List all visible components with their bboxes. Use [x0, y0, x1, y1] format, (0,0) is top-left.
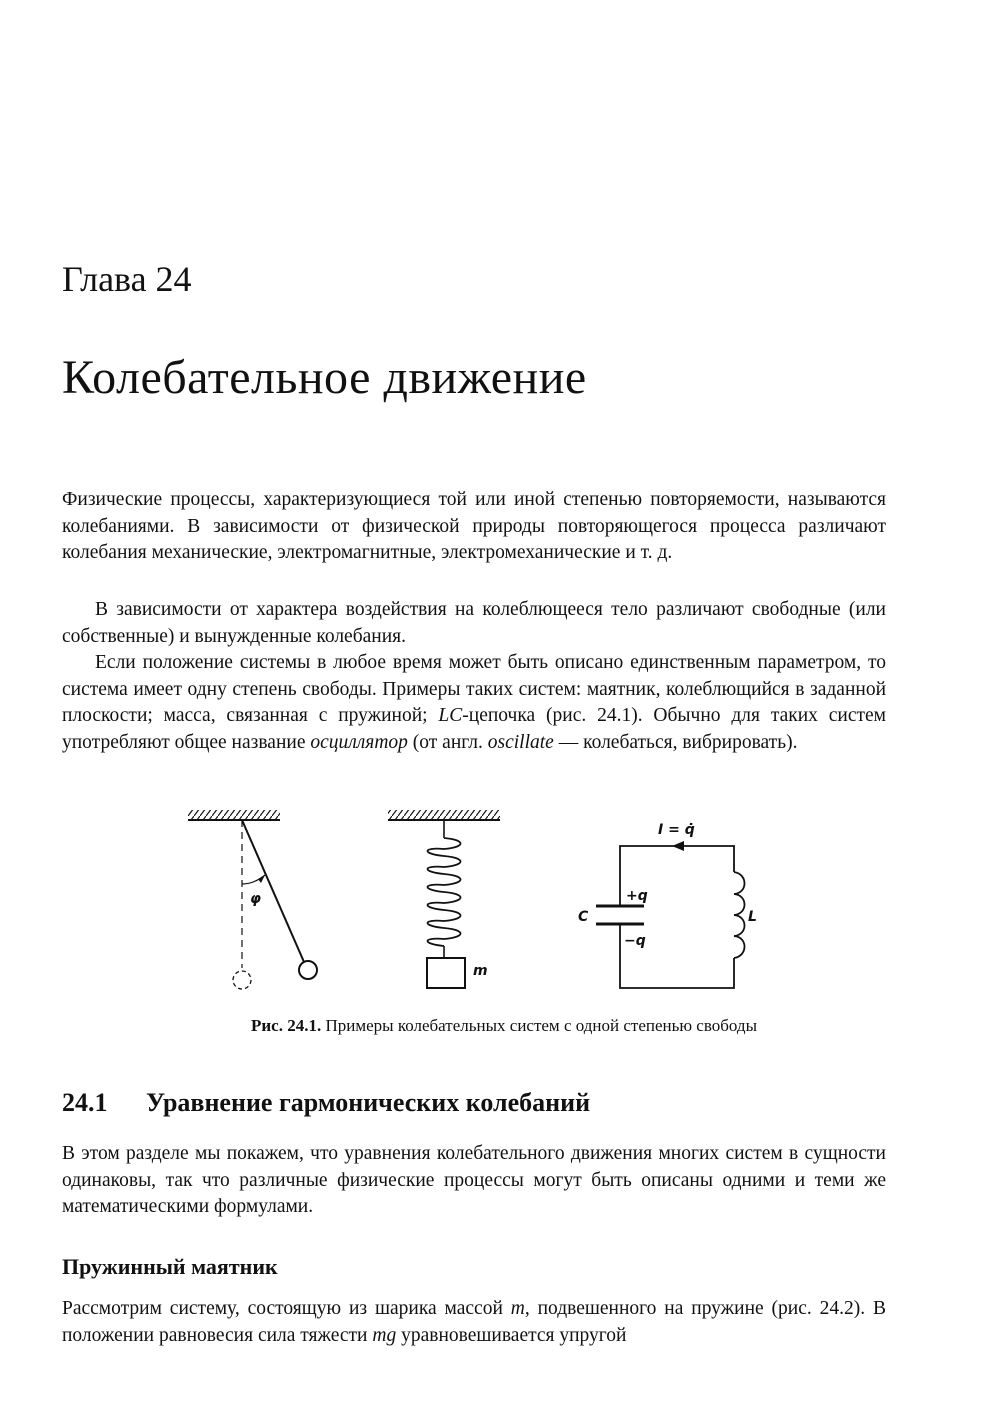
intro-p3-a: Если положение системы в любое время может быть описано единственным параметром, то система имеет одну степень свободы. Примеры таких систем: маятник, колеблющийся в заданной плоскости; масса, связанная с пружиной;	[62, 652, 886, 726]
pendulum-ceiling-hatch	[188, 810, 280, 820]
charge-minus-label: −q	[624, 933, 646, 949]
figure-oscillating-systems	[170, 800, 770, 1010]
subsection-p1-mg: mg	[372, 1324, 397, 1346]
intro-p3-lc: LC	[438, 705, 463, 726]
caption-text: Примеры колебательных систем с одной степенью свободы	[321, 1016, 757, 1035]
subsection-p1-b: , подвешенного на пружине (рис. 24.2). В положении равновесия сила тяжести	[62, 1298, 886, 1346]
chapter-label: Глава 24	[62, 259, 192, 299]
angle-arrow-icon	[258, 875, 265, 883]
subsection-paragraph-1	[62, 1296, 886, 1349]
subsection-p1-c: уравновешивается упругой	[396, 1324, 627, 1346]
subsection-p1-m: m	[510, 1298, 525, 1319]
charge-plus-label: +q	[626, 888, 648, 904]
section-title: Уравнение гармонических колебаний	[146, 1088, 591, 1117]
intro-paragraph-1: Физические процессы, характеризующиеся той или иной степенью повторяемости, называются колебаниями. В зависимости от физической природы повторяющегося процесса различают колебания механические, электромагнитные, электромеханические и т. д.	[62, 489, 886, 563]
subsection-heading: Пружинный маятник	[62, 1254, 278, 1279]
intro-p3-c: (от англ.	[407, 731, 488, 753]
inductor-label: L	[748, 909, 757, 925]
current-label: I = q̇	[658, 822, 695, 838]
capacitor-label: C	[578, 909, 589, 925]
section-number: 24.1	[62, 1088, 108, 1117]
spring-ceiling-hatch	[388, 810, 500, 820]
spring-mass-block	[427, 958, 465, 988]
mass-label: m	[473, 963, 488, 979]
pendulum-equilibrium-bob	[233, 971, 251, 989]
chapter-title: Колебательное движение	[62, 351, 587, 404]
inductor-coil	[734, 872, 745, 958]
pendulum-bob	[299, 961, 317, 979]
subsection-p1-a: Рассмотрим систему, состоящую из шарика массой	[62, 1298, 511, 1319]
intro-paragraph-2: В зависимости от характера воздействия на колеблющееся тело различают свободные (или собственные) и вынужденные колебания.	[62, 599, 886, 647]
intro-paragraph-3	[62, 650, 886, 756]
intro-p3-d: — колебаться, вибрировать).	[553, 731, 798, 753]
figure-caption	[62, 1016, 946, 1036]
intro-p3-b: -цепочка (рис. 24.1). Обычно для таких систем употребляют общее название	[62, 705, 887, 753]
angle-label: φ	[250, 891, 261, 907]
pendulum-diagram	[188, 810, 317, 989]
intro-p3-eng: oscillate	[487, 731, 554, 753]
section-paragraph-1: В этом разделе мы покажем, что уравнения колебательного движения многих систем в сущности одинаковы, так что различные физические процессы могут быть описаны одними и теми же математическими формулами.	[62, 1143, 886, 1217]
caption-number: Рис. 24.1.	[251, 1016, 322, 1035]
intro-p3-term: осциллятор	[310, 731, 408, 753]
spring-coil	[428, 838, 461, 946]
spring-diagram	[388, 810, 500, 988]
lc-circuit-diagram	[578, 822, 757, 988]
current-arrow-icon	[672, 841, 684, 851]
section-heading	[62, 1088, 590, 1118]
